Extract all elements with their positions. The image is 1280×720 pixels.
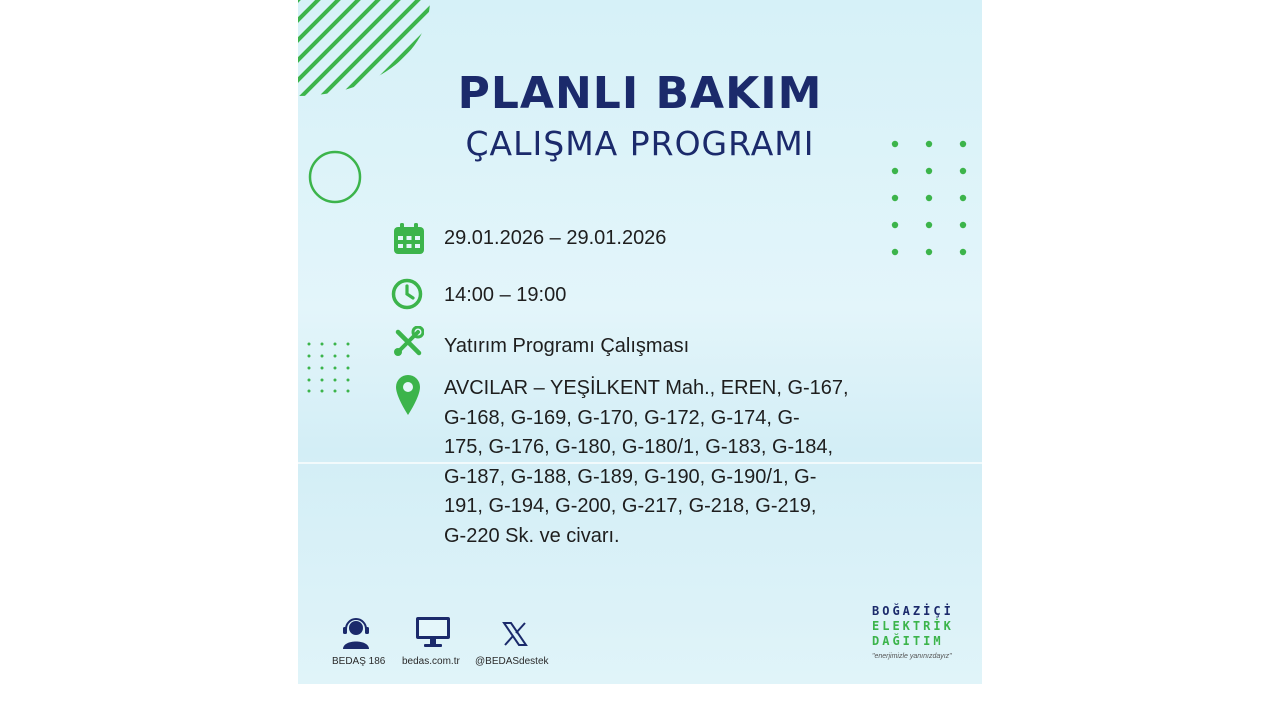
logo-slogan: "enerjimizle yanınızdayız" (872, 653, 952, 660)
address-line: 175, G-176, G-180, G-180/1, G-183, G-184, (444, 436, 834, 458)
clock-icon (391, 278, 423, 310)
affected-area (444, 374, 884, 551)
headset-icon (338, 614, 374, 650)
company-logo (872, 604, 954, 649)
monitor-icon (415, 616, 451, 648)
address-line: G-187, G-188, G-189, G-190, G-190/1, G- (444, 465, 817, 488)
date-range: 29.01.2026 – 29.01.2026 (444, 227, 667, 249)
social-handle[interactable]: @BEDASdestek (475, 656, 549, 667)
location-pin-icon (395, 374, 421, 416)
page-subtitle: ÇALIŞMA PROGRAMI (465, 124, 815, 163)
logo-line: ELEKTRİK (872, 619, 954, 633)
work-type: Yatırım Programı Çalışması (444, 335, 690, 357)
calendar-icon (392, 222, 426, 256)
announcement-card (298, 0, 982, 684)
page-title: PLANLI BAKIM (457, 68, 823, 119)
address-line: G-220 Sk. ve civarı. (444, 524, 620, 547)
x-logo-icon (501, 620, 529, 648)
tools-icon (392, 326, 424, 358)
time-range: 14:00 – 19:00 (444, 284, 567, 306)
address-line: AVCILAR – YEŞİLKENT Mah., EREN, G-167, (444, 377, 849, 399)
phone-label: BEDAŞ 186 (332, 656, 386, 667)
address-line: G-168, G-169, G-170, G-172, G-174, G- (444, 406, 800, 429)
logo-line: BOĞAZİÇİ (872, 604, 954, 618)
logo-line: DAĞITIM (872, 634, 944, 648)
website-label[interactable]: bedas.com.tr (402, 656, 460, 667)
address-line: 191, G-194, G-200, G-217, G-218, G-219, (444, 495, 817, 517)
